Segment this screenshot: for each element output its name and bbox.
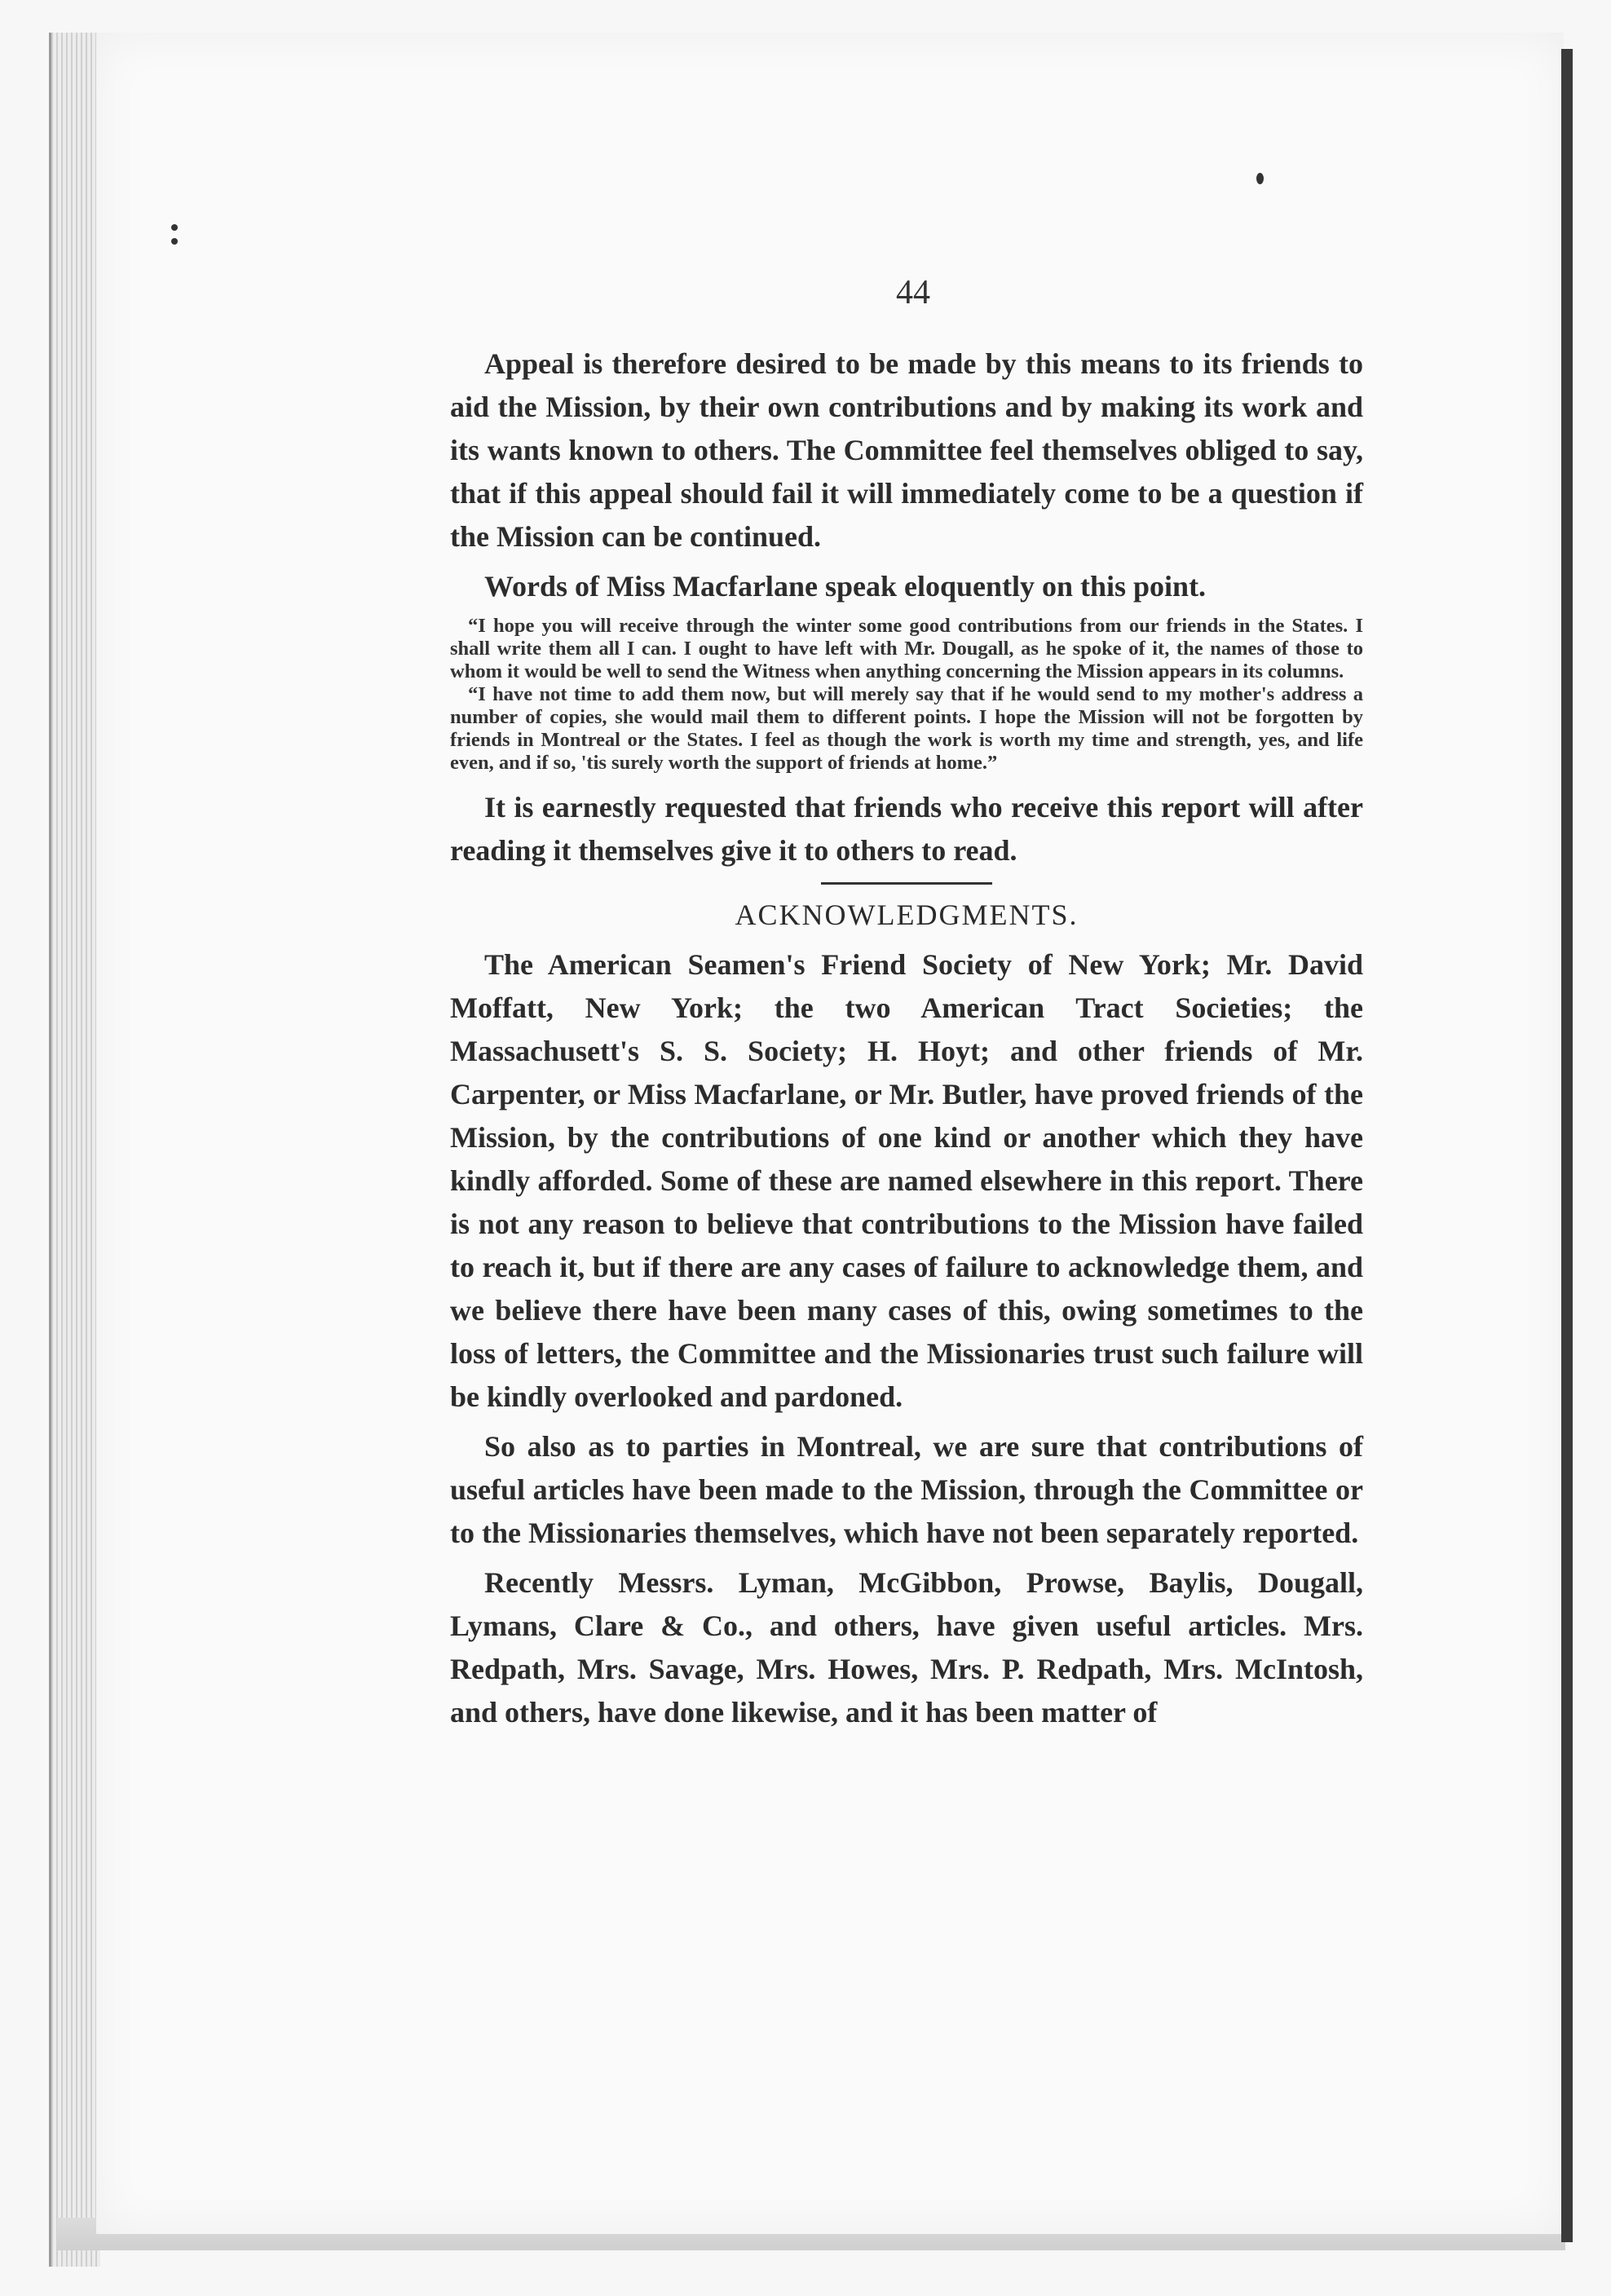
section-heading: ACKNOWLEDGMENTS. [735,899,1079,931]
ink-speck [171,224,178,231]
paragraph-words-of-miss-macfarlane: Words of Miss Macfarlane speak eloquently on this point. [484,570,1207,603]
page-text [450,342,1363,1741]
paragraph-acknowledgment: So also as to parties in Montreal, we are sure that contributions of useful articles have been made to the Mission, through the Committee or to the Missionaries themselves, which have not been separately reported. [450,1430,1363,1549]
paragraph-acknowledgment: The American Seamen's Friend Society of New York; Mr. David Moffatt, New York; the two American Tract Societies; the Massachusett's S. S. Society; H. Hoyt; and other friends of Mr. Carpenter, or Miss Macfarlane, or Mr. Butler, have proved friends of the Mission, by the contributions of one kind or another which they have kindly afforded. Some of these are named elsewhere in this report. There is not any reason to believe that contributions to the Mission have failed to reach it, but if there are any cases of failure to acknowledge them, and we believe there have been many cases of this, owing sometimes to the loss of letters, the Committee and the Missionaries trust such failure will be kindly overlooked and pardoned. [450,948,1363,1413]
book-binding-edge [1561,49,1573,2242]
paragraph-acknowledgment: Recently Messrs. Lyman, McGibbon, Prowse, Baylis, Dougall, Lymans, Clare & Co., and others, have given useful articles. Mrs. Redpath, Mrs. Savage, Mrs. Howes, Mrs. P. Redpath, Mrs. McIntosh, and others, have done likewise, and it has been matter of [450,1566,1363,1729]
quote-paragraph: “I hope you will receive through the winter some good contributions from our friends in the States. I shall write them all I can. I ought to have left with Mr. Dougall, as he spoke of it, the names of those to whom it would be well to send the Witness when anything concerning the Mission appears in its columns. [450,615,1363,682]
page-number: 44 [896,274,930,311]
paragraph-request: It is earnestly requested that friends who receive this report will after reading it themselves give it to others to read. [450,791,1363,867]
section-divider [821,882,992,885]
ink-speck [171,238,178,245]
paragraph-appeal: Appeal is therefore desired to be made by this means to its friends to aid the Mission, by their own contributions and by making its work and its wants known to others. The Committee feel themselves obliged to say, that if this appeal should fail it will immediately come to be a question if the Mission can be continued. [450,347,1363,553]
book-page-edges [49,33,100,2267]
ink-speck [1256,173,1264,184]
quote-paragraph: “I have not time to add them now, but will merely say that if he would send to my mother's address a number of copies, she would mail them to different points. I hope the Mission will not be forgotten by friends in Montreal or the States. I feel as though the work is worth my time and strength, yes, and life even, and if so, 'tis surely worth the support of friends at home.” [450,683,1363,774]
